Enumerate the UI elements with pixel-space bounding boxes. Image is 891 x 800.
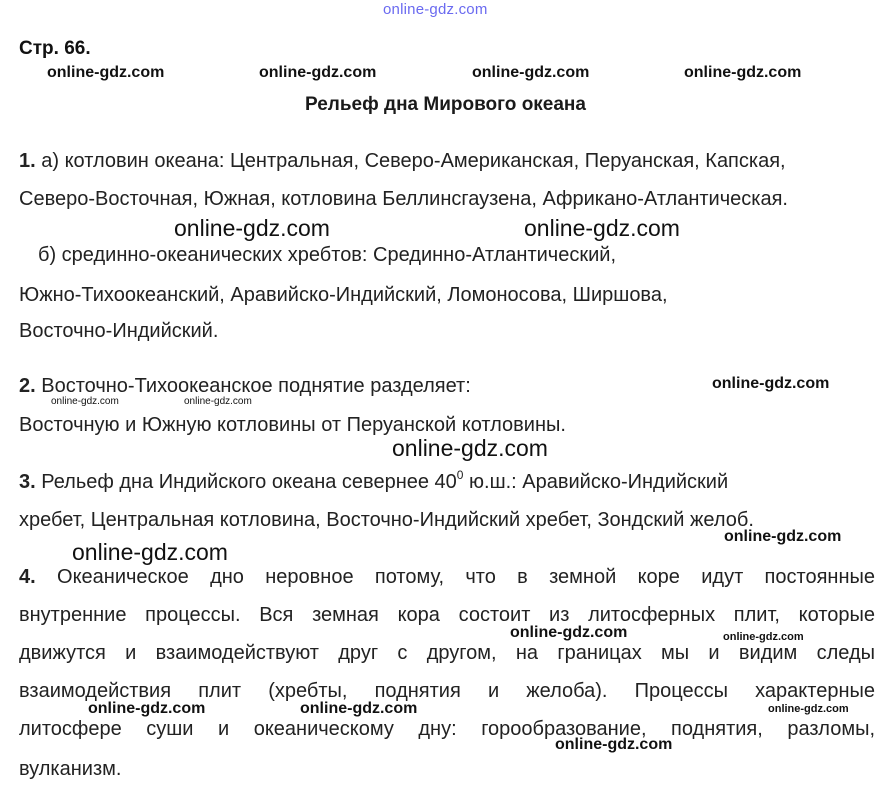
- answer-4-line-5: литосфере суши и океаническому дну: горообразование, поднятия, разломы,: [19, 718, 875, 740]
- answer-3-line-1: [19, 468, 729, 494]
- watermark: online-gdz.com: [88, 700, 206, 717]
- answer-1-line-3: б) срединно-океанических хребтов: Срединно-Атлантический,: [38, 244, 616, 266]
- watermark: online-gdz.com: [684, 64, 802, 81]
- watermark: online-gdz.com: [524, 215, 680, 241]
- watermark: online-gdz.com: [555, 736, 673, 753]
- answer-text: а) котловин океана: Центральная, Северо-Американская, Перуанская, Капская,: [35, 150, 786, 172]
- answer-4-line-1: [19, 566, 875, 589]
- answer-1-line-4: Южно-Тихоокеанский, Аравийско-Индийский, Ломоносова, Ширшова,: [19, 284, 668, 306]
- answer-4-line-2: внутренние процессы. Вся земная кора состоит из литосферных плит, которые: [19, 604, 875, 626]
- watermark: online-gdz.com: [723, 631, 804, 643]
- watermark: online-gdz.com: [51, 396, 119, 407]
- answer-4-line-3: движутся и взаимодействуют друг с другом, на границах мы и видим следы: [19, 642, 875, 664]
- answer-text: Океаническое дно неровное потому, что в земной коре идут постоянные: [35, 566, 875, 588]
- watermark: online-gdz.com: [724, 528, 842, 545]
- answer-4-line-6: вулканизм.: [19, 758, 122, 780]
- watermark: online-gdz.com: [184, 396, 252, 407]
- answer-number: 4.: [19, 566, 36, 588]
- page-label: Стр. 66.: [19, 38, 91, 59]
- answer-2-line-1: [19, 375, 471, 398]
- top-watermark-link[interactable]: online-gdz.com: [383, 1, 488, 18]
- watermark: online-gdz.com: [47, 64, 165, 81]
- answer-1-line-1: [19, 150, 786, 173]
- watermark: online-gdz.com: [712, 375, 830, 392]
- answer-number: 1.: [19, 150, 36, 172]
- watermark: online-gdz.com: [174, 215, 330, 241]
- watermark: online-gdz.com: [259, 64, 377, 81]
- answer-4-line-4: взаимодействия плит (хребты, поднятия и желоба). Процессы характерные: [19, 680, 875, 702]
- watermark: online-gdz.com: [510, 624, 628, 641]
- answer-text: Рельеф дна Индийского океана севернее 40: [35, 471, 457, 493]
- watermark: online-gdz.com: [768, 703, 849, 715]
- answer-text: ю.ш.: Аравийско-Индийский: [463, 471, 729, 493]
- watermark: online-gdz.com: [72, 539, 228, 565]
- answer-text: Восточно-Тихоокеанское поднятие разделяет:: [35, 375, 471, 397]
- answer-3-line-2: хребет, Центральная котловина, Восточно-Индийский хребет, Зондский желоб.: [19, 509, 754, 531]
- watermark: online-gdz.com: [300, 700, 418, 717]
- answer-2-line-2: Восточную и Южную котловины от Перуанской котловины.: [19, 414, 566, 436]
- degree-superscript: 0: [456, 468, 464, 482]
- answer-number: 3.: [19, 471, 36, 493]
- watermark: online-gdz.com: [392, 435, 548, 461]
- answer-1-line-5: Восточно-Индийский.: [19, 320, 219, 342]
- answer-number: 2.: [19, 375, 36, 397]
- page-title: Рельеф дна Мирового океана: [305, 94, 586, 115]
- watermark: online-gdz.com: [472, 64, 590, 81]
- answer-1-line-2: Северо-Восточная, Южная, котловина Беллинсгаузена, Африкано-Атлантическая.: [19, 188, 788, 210]
